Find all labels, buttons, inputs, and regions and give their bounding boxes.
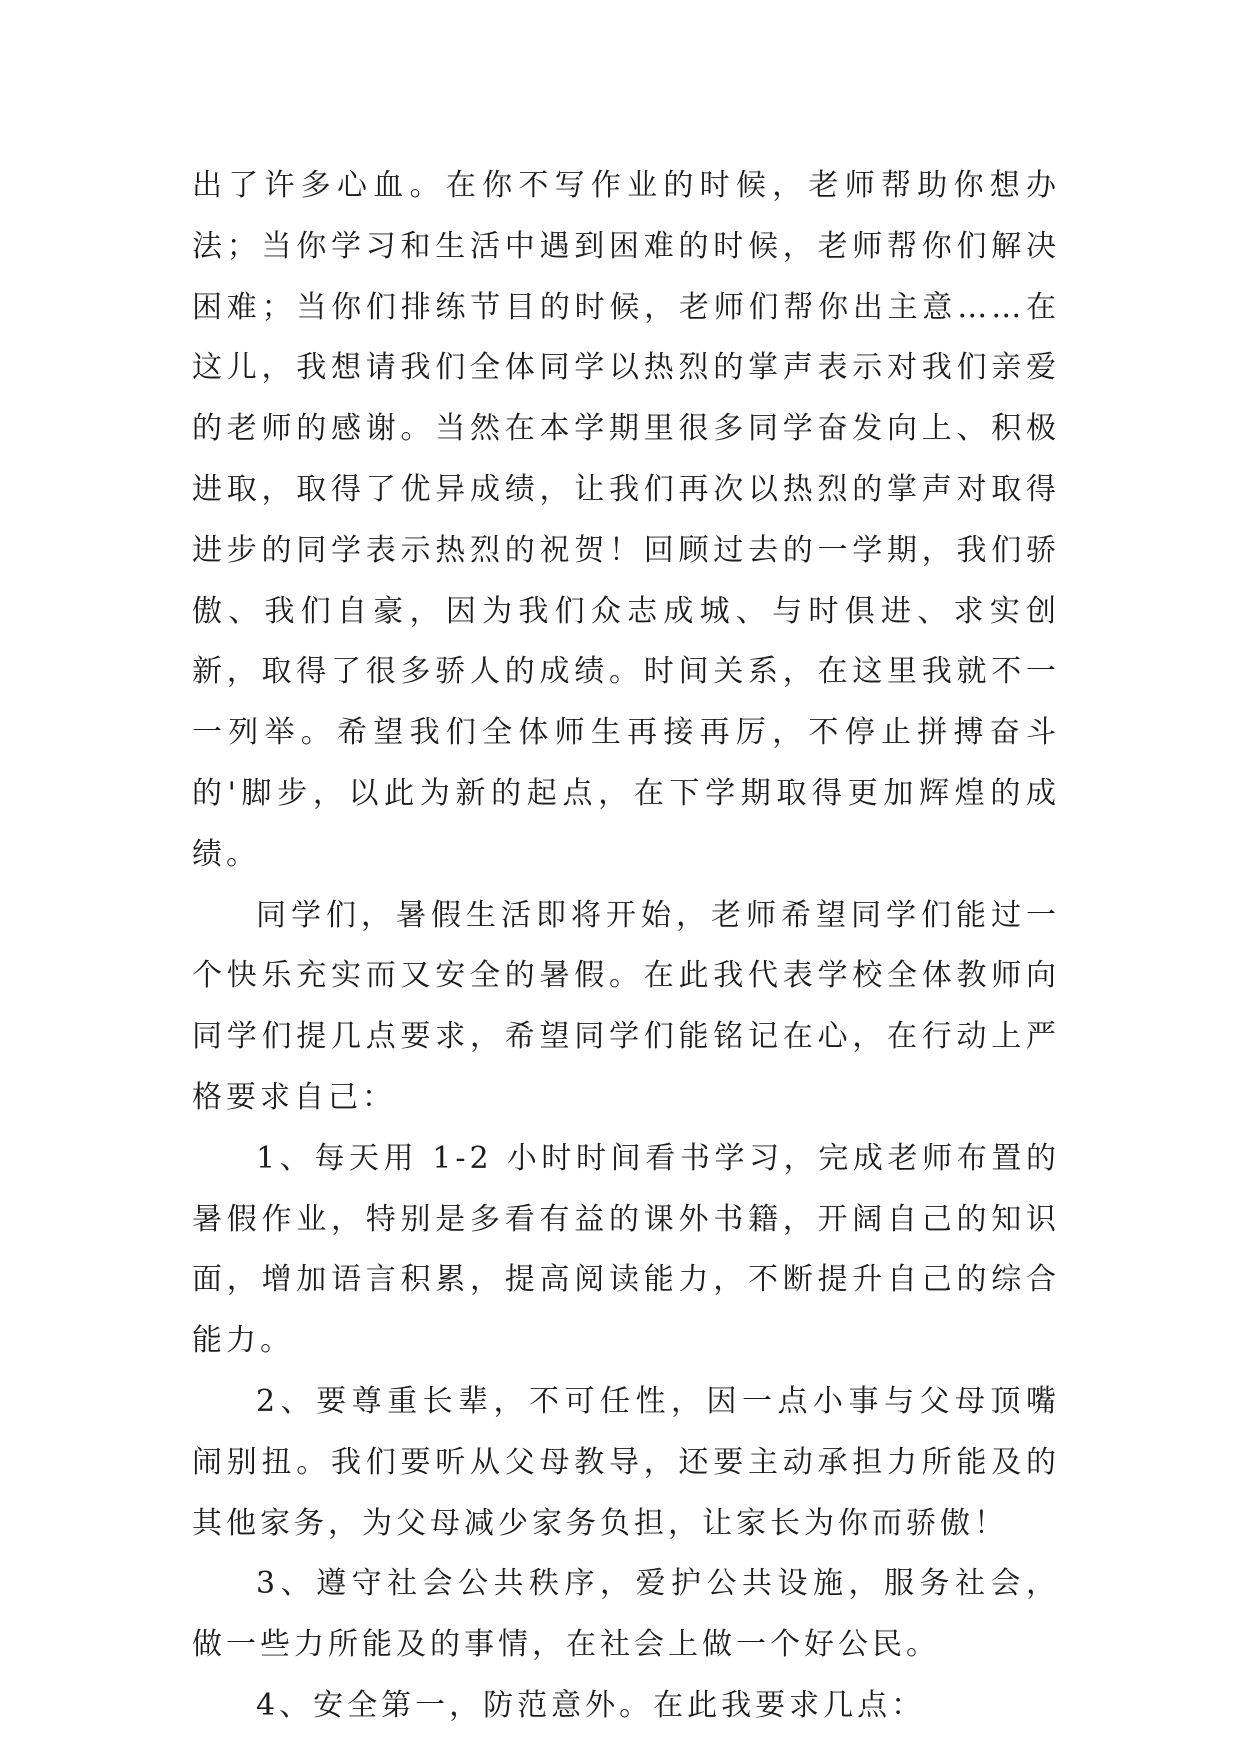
document-page (192, 156, 1060, 1737)
list-item-safety: 4、安全第一，防范意外。在此我要求几点： (256, 1687, 926, 1723)
list-item-public-order: 3、遵守社会公共秩序，爱护公共设施，服务社会，做一些力所能及的事情，在社会上做一个好公民。 (192, 1566, 1060, 1663)
list-item-respect-elders: 2、要尊重长辈，不可任性，因一点小事与父母顶嘴闹别扭。我们要听从父母教导，还要主动承担力所能及的其他家务，为父母减少家务负担，让家长为你而骄傲！ (192, 1383, 1060, 1541)
paragraph-summer-intro: 同学们，暑假生活即将开始，老师希望同学们能过一个快乐充实而又安全的暑假。在此我代表学校全体教师向同学们提几点要求，希望同学们能铭记在心，在行动上严格要求自己： (192, 897, 1060, 1115)
paragraph-continuation: 出了许多心血。在你不写作业的时候，老师帮助你想办法；当你学习和生活中遇到困难的时候，老师帮你们解决困难；当你们排练节目的时候，老师们帮你出主意……在这儿，我想请我们全体同学以热烈的掌声表示对我们亲爱的老师的感谢。当然在本学期里很多同学奋发向上、积极进取，取得了优异成绩，让我们再次以热烈的掌声对取得进步的同学表示热烈的祝贺！回顾过去的一学期，我们骄傲、我们自豪，因为我们众志成城、与时俱进、求实创新，取得了很多骄人的成绩。时间关系，在这里我就不一一列举。希望我们全体师生再接再厉，不停止拼搏奋斗的'脚步，以此为新的起点，在下学期取得更加辉煌的成绩。 (192, 168, 1060, 872)
list-item-reading: 1、每天用 1-2 小时时间看书学习，完成老师布置的暑假作业，特别是多看有益的课外书籍，开阔自己的知识面，增加语言积累，提高阅读能力，不断提升自己的综合能力。 (192, 1140, 1060, 1359)
